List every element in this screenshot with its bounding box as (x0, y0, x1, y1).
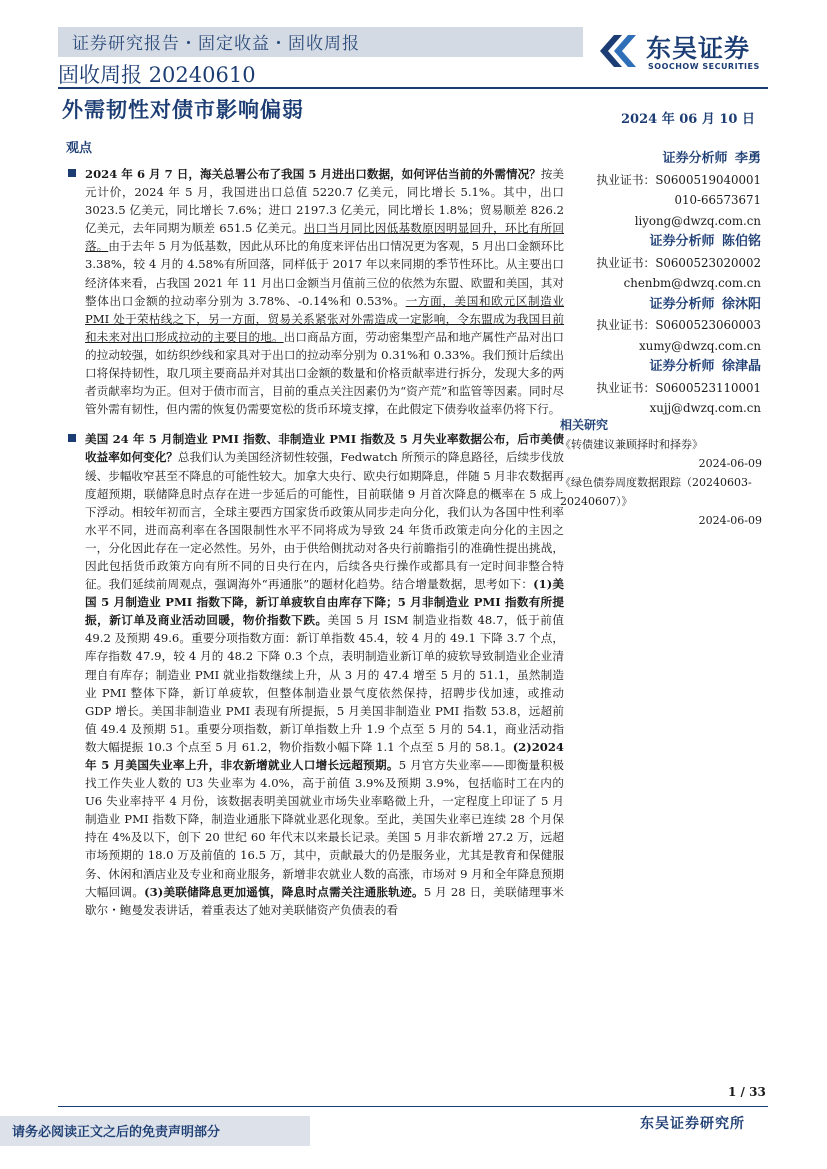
analyst-label: 证券分析师 (649, 359, 715, 374)
related-item-date: 2024-06-09 (698, 457, 762, 470)
analyst-block (568, 231, 761, 294)
analyst-name: 徐津晶 (721, 359, 761, 374)
analyst-label: 证券分析师 (649, 234, 715, 249)
brand-logo (596, 29, 776, 73)
analyst-label: 证券分析师 (649, 296, 715, 312)
related-item-title[interactable]: 《绿色债券周度数据跟踪（20240603-20240607）》 (560, 476, 752, 508)
breadcrumb: 证券研究报告・固定收益・固收周报 (72, 34, 360, 54)
paragraph-text: 5 月 28 日，美联储理事米歇尔・鲍曼发表讲话，着重表达了她对美联储资产负债表的看 (85, 884, 564, 917)
paragraph-lead: 2024 年 6 月 7 日，海关总署公布了我国 5 月进出口数据，如何评估当前的外需情况？ (85, 167, 541, 181)
paragraph-lead: 美国 24 年 5 月制造业 PMI 指数、非制造业 PMI 指数及 5 月失业率数据公布，后市美债收益率如何变化？ (85, 432, 564, 465)
paragraph-point: (1)美国 5 月制造业 PMI 指数下降，新订单疲软自由库存下降；5 月非制造业 PMI 指数有所提振，新订单及商业活动回暖，物价指数下跌。 (85, 577, 564, 628)
analyst-email[interactable]: xumy@dwzq.com.cn (639, 338, 761, 353)
paragraph-point: (3)美联储降息更加遥慎，降息时点需关注通胀轨迹。 (144, 884, 424, 899)
analyst-block (568, 294, 761, 357)
section-heading: 观点 (66, 141, 93, 156)
paragraph-text: 出口商品方面，劳动密集型产品和地产属性产品对出口的拉动较强，如纺织纱线和家具对于出口的拉动率分别为 0.31%和 0.33%。我们预计后续出口将保持韧性，取几项主要商品并对其出口金额的数量和价格贡献率进行拆分，发现大多的两者贡献率均为正。但对于债市而言，目前的重点关注因素仍为“资产荒”和监管等因素。同时尽管外需有韧性，但内需的恢复仍需要宽松的货币环境支撑，在此假定下债券收益率仍将下行。 (85, 329, 564, 417)
analyst-phone: 010-66573671 (674, 193, 761, 207)
analyst-block (568, 356, 761, 419)
report-body (66, 165, 564, 919)
report-tag: 固收周报 20240610 (58, 63, 256, 87)
analyst-email[interactable]: liyong@dwzq.com.cn (634, 213, 761, 228)
related-item-date: 2024-06-09 (698, 514, 762, 527)
related-research (560, 416, 762, 530)
logo-text-cn: 东吴证券 (646, 34, 751, 63)
header-rule (58, 87, 768, 89)
institute-name: 东吴证券研究所 (640, 1116, 745, 1132)
related-item-title[interactable]: 《转债建议兼顾择时和择券》 (560, 438, 703, 451)
bullet-square-icon (68, 169, 76, 177)
paragraph-highlight: 出口当月同比因低基数原因明显回升，环比有所回落。 (85, 221, 564, 254)
report-date: 2024 年 06 月 10 日 (621, 112, 755, 127)
paragraph-text: 5 月官方失业率——即衡量积极找工作失业人数的 U3 失业率为 4.0%，高于前值 3.9%及预期 3.9%，包括临时工在内的 U6 失业率持平 4 月份，该数据表明美国就业市场失业率略微上升，一定程度上印证了 5 月制造业 PMI 指数下降，制造业通胀下降就业恶化现象。至此，美国失业率已连续 28 个月保持在 4%及以下，创下 20 世纪 60 年代末以来最长记录。美国 5 月非农新增 27.2 万，远超市场预期的 18.0 万及前值的 16.5 万，其中，贡献最大的仍是服务业，尤其是教育和保健服务、休闲和酒店业及专业和商业服务，新增非农就业人数的高涨，市场对 9 月和全年降息预期大幅回调。 (85, 758, 564, 899)
paragraph-text: 按美元计价，2024 年 5 月，我国进出口总值 5220.7 亿美元，同比增长 5.1%。其中，出口 3023.5 亿美元，同比增长 7.6%；进口 2197.3 亿美元，同比增长 1.8%；贸易顺差 826.2 亿美元，去年同期为顺差 651.5 亿美元。 (85, 167, 564, 236)
footer-rule (58, 1106, 768, 1107)
paragraph-highlight: 一方面，美国和欧元区制造业 PMI 处于荣枯线之下，另一方面，贸易关系紧张对外需造成一定影响，令东盟成为我国目前和未来对出口形成拉动的主要目的地。 (85, 293, 564, 344)
analyst-cert: 执业证书：S0600523060003 (596, 318, 761, 332)
analyst-name: 徐沐阳 (721, 296, 761, 312)
analyst-name: 陈伯铭 (721, 234, 761, 249)
related-title: 相关研究 (560, 418, 609, 432)
page-title: 外需韧性对债市影响偏弱 (62, 97, 304, 122)
analyst-name: 李勇 (734, 151, 761, 166)
analyst-email[interactable]: chenbm@dwzq.com.cn (623, 276, 761, 290)
paragraph-text: 由于去年 5 月为低基数，因此从环比的角度来评估出口情况更为客观，5 月出口金额环比 3.38%，较 4 月的 4.58%有所回落，同样低于 2017 年以来同期的季节性环比。从主要出口经济体来看，占我国 2021 年 11 月出口金额当月值前三位的依然为东盟、欧盟和美国，其对整体出口金额的拉动率分别为 3.78%、-0.14%和 0.53%。 (85, 239, 564, 308)
bullet-square-icon (68, 434, 76, 442)
paragraph-point: (2)2024 年 5 月美国失业率上升，非农新增就业人口增长远超预期。 (85, 739, 564, 772)
paragraph-text: 美国 5 月 ISM 制造业指数 48.7，低于前值 49.2 及预期 49.6。重要分项指数方面：新订单指数 45.4，较 4 月的 49.1 下降 3.7 个点，库存指数 47.9，较 4 月的 48.2 下降 0.3 个点，表明制造业新订单的疲软导致制造业企业清理自有库存；制造业 PMI 就业指数继续上升，从 3 月的 47.4 增至 5 月的 51.1，虽然制造业 PMI 整体下降，新订单疲软，但整体制造业景气度依然保持，招聘步伐加速，或推动 GDP 增长。美国非制造业 PMI 表现有所提振，5 月美国非制造业 PMI 指数 53.8，远超前值 49.4 及预期 51。重要分项指数，新订单指数上升 1.9 个点至 5 月的 54.1，商业活动指数大幅提振 10.3 个点至 5 月 61.2，物价指数小幅下降 1.1 个点至 5 月的 58.1。 (85, 613, 564, 754)
analyst-email[interactable]: xujj@dwzq.com.cn (649, 401, 761, 415)
paragraph-us-data (66, 430, 564, 919)
logo-text-en: SOOCHOW SECURITIES (648, 62, 760, 71)
analyst-block (568, 148, 761, 231)
analyst-cert: 执业证书：S0600523110001 (596, 380, 761, 395)
paragraph-text: 总我们认为美国经济韧性较强，Fedwatch 所预示的降息路径，后续步伐放缓、步幅收窄甚至不降息的可能性较大。加拿大央行、欧央行如期降息，伴随 5 月非农数据再度超预期，联储降息时点存在进一步延后的可能性，目前联储 9 月首次降息的概率在 5 成上下浮动。相较年初而言，全球主要西方国家货币政策从同步走向分化，我们认为各国中性利率水平不同，进而高利率在各国限制性水平不同将成为导致 24 年货币政策走向分化的主因之一，分化因此存在一定必然性。另外，由于供给侧扰动对各央行前瞻指引的准确性提出挑战，因此包括货币政策方向有所不同的日央行在内，后续各央行操作或都具有一定时间非整合特征。我们延续前周观点，强调海外“再通胀”的题材化趋势。结合增量数据，思考如下： (85, 450, 564, 592)
soochow-logo-icon (596, 29, 640, 73)
analyst-panel (568, 148, 761, 419)
analyst-label: 证券分析师 (662, 151, 728, 166)
page-number: 1 / 33 (728, 1085, 766, 1099)
analyst-cert: 执业证书：S0600523020002 (596, 255, 761, 270)
analyst-cert: 执业证书：S0600519040001 (596, 172, 761, 187)
paragraph-trade (66, 165, 564, 418)
disclaimer-link[interactable]: 请务必阅读正文之后的免责声明部分 (12, 1125, 221, 1140)
